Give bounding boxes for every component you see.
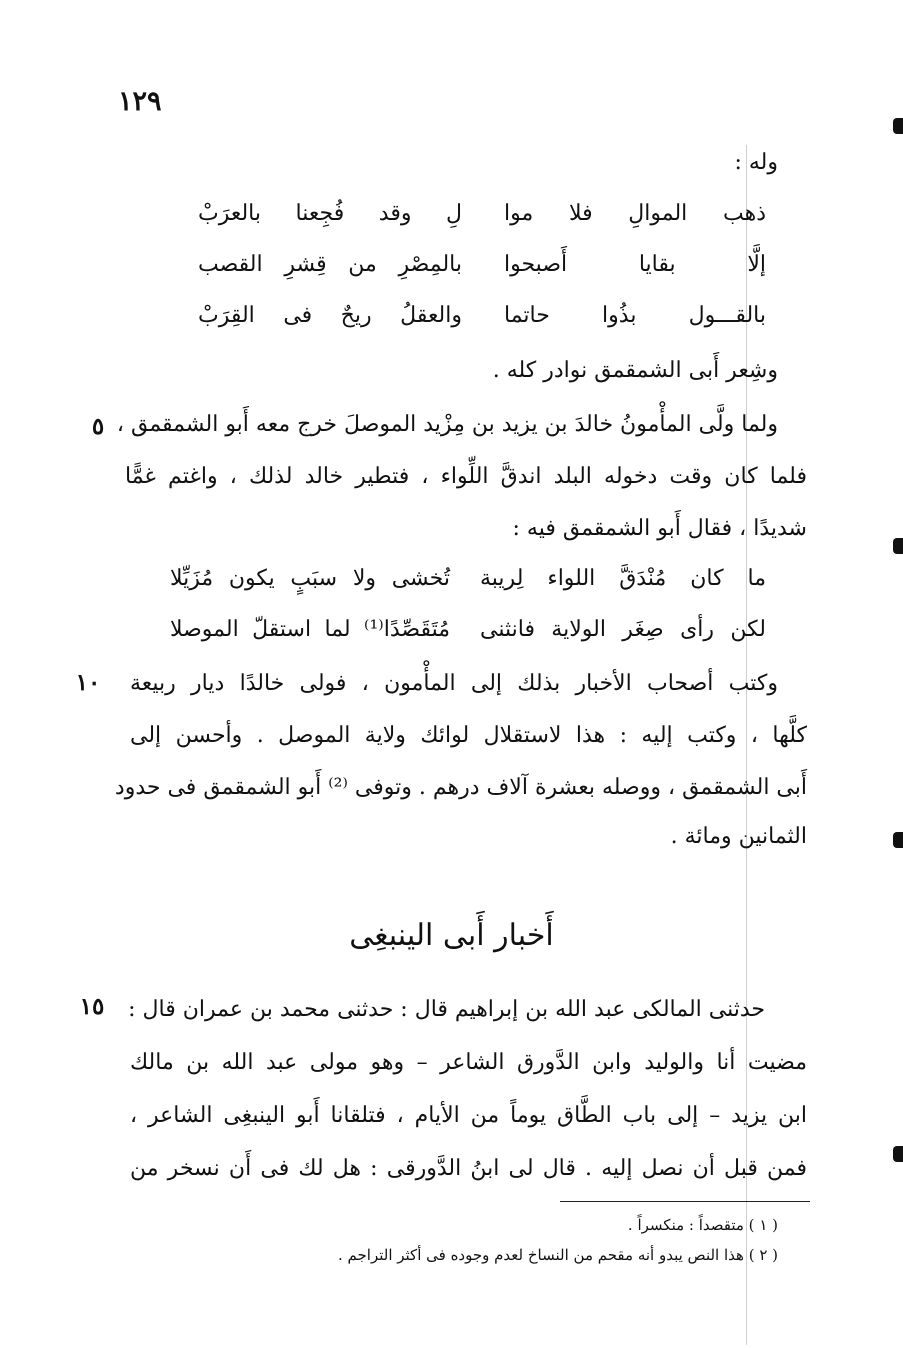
margin-mark bbox=[893, 118, 903, 134]
verse-line bbox=[170, 615, 766, 645]
verse-line bbox=[198, 301, 766, 331]
line-number-5: ٥ bbox=[91, 413, 105, 440]
margin-mark bbox=[893, 1146, 903, 1162]
paragraph-line: فلما كان وقت دخوله البلد اندقَّ اللِّواء ، فتطير خالد لذلك ، واغتم غمًّا bbox=[125, 464, 807, 489]
paragraph-line: ابن يزيد – إلى باب الطَّاق يوماً من الأيام ، فتلقانا أَبو الينبغِى الشاعر ، bbox=[130, 1103, 807, 1128]
paragraph-line: الثمانين ومائة . bbox=[670, 824, 807, 849]
line-number-15: ١٥ bbox=[79, 993, 105, 1020]
paragraph-line: فمن قبل أن نصل إليه . قال لى ابنُ الدَّورقى : هل لك فى أَن نسخر من bbox=[130, 1156, 807, 1181]
verse-second-hemistich: والعقلُ ريحٌ فى القِرَبْ bbox=[198, 303, 462, 328]
paragraph-line: وشِعر أَبى الشمقمق نوادر كله . bbox=[492, 358, 778, 383]
footnote: ( ١ ) متقصداً : منكسراً . bbox=[627, 1216, 778, 1234]
verse-first-hemistich: ذهب الموالِ فلا موا bbox=[504, 201, 766, 226]
footnote-separator bbox=[560, 1201, 810, 1202]
intro-line: وله : bbox=[734, 150, 778, 175]
verse-first-hemistich: لكن رأى صِغَر الولاية فانثنى bbox=[480, 617, 766, 642]
verse-line bbox=[198, 199, 766, 229]
paragraph-line: أَبى الشمقمق ، ووصله بعشرة آلاف درهم . وتوفى ⁽²⁾ أَبو الشمقمق فى حدود bbox=[114, 775, 807, 800]
margin-mark bbox=[893, 538, 903, 554]
paragraph-line: ولما ولَّى المأْمونُ خالدَ بن يزيد بن مِزْيد الموصلَ خرج معه أَبو الشمقمق ، bbox=[116, 412, 778, 437]
paragraph-line: كلَّها ، وكتب إليه : هذا لاستقلال لوائك ولاية الموصل . وأحسن إلى bbox=[130, 723, 807, 748]
verse-first-hemistich: بالقـــول بذُوا حاتما bbox=[504, 303, 766, 328]
footnote: ( ٢ ) هذا النص يبدو أنه مقحم من النساخ لعدم وجوده فى أكثر التراجم . bbox=[337, 1246, 778, 1264]
verse-first-hemistich: إلَّا بقايا أَصبحوا bbox=[504, 252, 766, 277]
margin-mark bbox=[893, 832, 903, 848]
paragraph-line: شديدًا ، فقال أَبو الشمقمق فيه : bbox=[512, 516, 807, 541]
verse-second-hemistich: مُتَقَصِّدًا⁽¹⁾ لما استقلّ الموصلا bbox=[170, 617, 450, 642]
paragraph-line: حدثنى المالكى عبد الله بن إبراهيم قال : حدثنى محمد بن عمران قال : bbox=[128, 997, 765, 1022]
verse-second-hemistich: بالمِصْرِ من قِشرِ القصب bbox=[198, 252, 462, 277]
verse-first-hemistich: ما كان مُنْدَقَّ اللواء لِريبة bbox=[480, 566, 766, 591]
line-number-10: ١٠ bbox=[75, 669, 101, 696]
paragraph-line: مضيت أنا والوليد وابن الدَّورق الشاعر – وهو مولى عبد الله بن مالك bbox=[130, 1050, 807, 1075]
verse-second-hemistich: تُخشى ولا سبَبٍ يكون مُزَيِّلا bbox=[170, 566, 450, 591]
verse-second-hemistich: لِ وقد فُجِعنا بالعرَبْ bbox=[198, 201, 462, 226]
section-title: أَخبار أَبى الينبغِى bbox=[349, 918, 554, 953]
page-number: ١٢٩ bbox=[118, 86, 162, 117]
verse-line bbox=[198, 250, 766, 280]
paragraph-line: وكتب أصحاب الأخبار بذلك إلى المأْمون ، فولى خالدًا ديار ربيعة bbox=[130, 671, 778, 696]
verse-line bbox=[170, 564, 766, 594]
